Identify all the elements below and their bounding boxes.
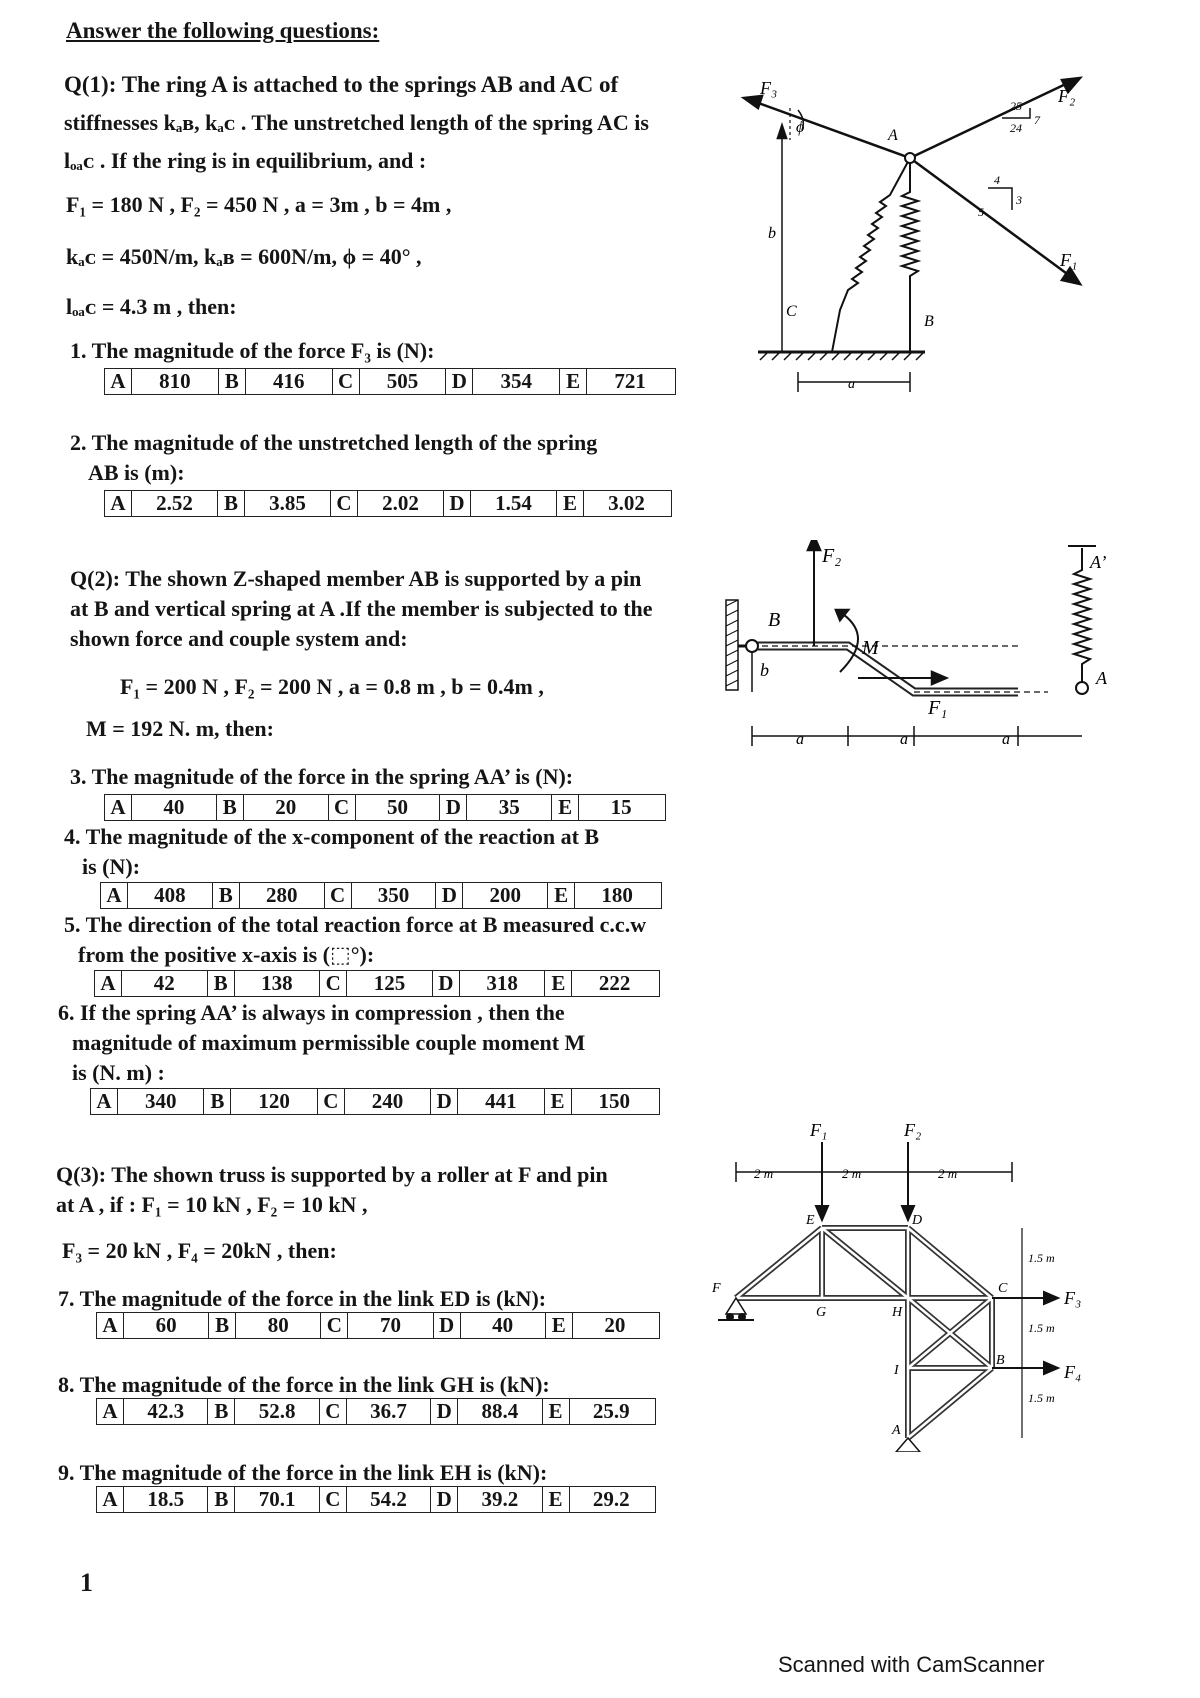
f2-label: F₂ — [904, 1120, 922, 1140]
option-value: 354 — [473, 369, 560, 394]
problem-6-line-1: 6. If the spring AA’ is always in compression , then the — [58, 1000, 565, 1025]
node-f: F — [712, 1281, 721, 1296]
option-value: 50 — [356, 795, 441, 820]
option-letter: D — [446, 369, 473, 394]
option-letter: D — [436, 883, 463, 908]
problem-5-line-1: 5. The direction of the total reaction force at B measured c.c.w — [64, 912, 647, 937]
option-letter: B — [208, 971, 235, 996]
problem-4-line-2: is (N): — [82, 854, 141, 879]
option-d — [431, 1399, 542, 1424]
problem-9-options — [96, 1486, 656, 1513]
dim-2m-c: 2 m — [938, 1166, 958, 1181]
option-e — [546, 1313, 658, 1338]
m-label: M — [862, 637, 879, 659]
a-dim-3: a — [1002, 731, 1010, 748]
figure-z-member — [718, 540, 1118, 800]
option-letter: B — [219, 369, 246, 394]
option-letter: C — [331, 491, 358, 516]
option-letter: B — [204, 1089, 231, 1114]
option-letter: A — [105, 795, 132, 820]
option-value: 200 — [463, 883, 548, 908]
f1-label: F₁ — [810, 1120, 828, 1140]
option-a — [105, 795, 217, 820]
dim-15-a: 1.5 m — [1028, 1251, 1055, 1265]
problem-5-line-2: from the positive x-axis is (⬚°): — [78, 942, 375, 967]
option-value: 15 — [610, 795, 632, 819]
option-value: 3.02 — [608, 491, 645, 515]
option-letter: D — [431, 1399, 458, 1424]
problem-3-options — [104, 794, 666, 821]
option-a — [105, 491, 218, 516]
option-c — [331, 491, 444, 516]
scanner-footer: Scanned with CamScanner — [778, 1652, 1045, 1677]
option-value: 505 — [360, 369, 447, 394]
option-c — [320, 1399, 431, 1424]
option-letter: D — [444, 491, 471, 516]
option-e — [545, 971, 658, 996]
q1-given-3: lₒₐᴄ = 4.3 m , then: — [66, 294, 237, 319]
option-value: 340 — [118, 1089, 204, 1114]
option-c — [325, 883, 437, 908]
option-value: 280 — [240, 883, 325, 908]
node-i: I — [894, 1363, 899, 1378]
problem-4-options — [100, 882, 662, 909]
f1-label: F₁ — [928, 697, 948, 719]
problem-3-text: 3. The magnitude of the force in the spring AA’ is (N): — [70, 764, 574, 789]
f3-line — [750, 100, 910, 158]
option-letter: B — [208, 1399, 235, 1424]
problem-4-line-1: 4. The magnitude of the x-component of the reaction at B — [64, 824, 600, 849]
option-value: 54.2 — [347, 1487, 431, 1512]
q1-given-2: kₐᴄ = 450N/m, kₐʙ = 600N/m, ϕ = 40° , — [66, 244, 422, 269]
problem-6-line-2: magnitude of maximum permissible couple moment M — [72, 1030, 586, 1055]
option-d — [434, 1313, 546, 1338]
q3-line-2: at A , if : F₁ = 10 kN , F₂ = 10 kN , — [56, 1192, 368, 1217]
option-value: 138 — [235, 971, 321, 996]
b-point-label: B — [924, 313, 934, 330]
problem-2-line-2: AB is (m): — [88, 460, 185, 485]
figure-ring-springs — [740, 70, 1090, 410]
option-letter: A — [97, 1313, 124, 1338]
option-value: 39.2 — [458, 1487, 542, 1512]
q2-line-3: shown force and couple system and: — [70, 626, 408, 651]
option-value: 42 — [122, 971, 208, 996]
option-value: 88.4 — [458, 1399, 542, 1424]
option-value: 222 — [598, 971, 631, 995]
option-letter: E — [546, 1313, 573, 1338]
dim-15-b: 1.5 m — [1028, 1321, 1055, 1335]
q2-given-1: F₁ = 200 N , F₂ = 200 N , a = 0.8 m , b = 0.4m , — [120, 674, 544, 699]
option-letter: B — [209, 1313, 236, 1338]
option-letter: A — [105, 491, 132, 516]
node-e: E — [806, 1213, 815, 1228]
option-value: 25.9 — [592, 1399, 630, 1423]
option-value: 1.54 — [471, 491, 557, 516]
num-7: 7 — [1034, 113, 1040, 127]
a-dim-1: a — [796, 731, 804, 748]
option-value: 120 — [231, 1089, 317, 1114]
option-value: 150 — [598, 1089, 630, 1113]
problem-5-options — [94, 970, 660, 997]
option-d — [431, 1089, 544, 1114]
option-letter: C — [325, 883, 352, 908]
f3-label: F₃ — [1064, 1288, 1082, 1308]
dim-15-c: 1.5 m — [1028, 1391, 1055, 1405]
spring-aa — [1074, 548, 1090, 684]
problem-1-text: 1. The magnitude of the force F₃ is (N): — [70, 338, 435, 363]
option-value: 35 — [467, 795, 552, 820]
option-letter: B — [208, 1487, 235, 1512]
option-d — [436, 883, 548, 908]
option-value: 20 — [244, 795, 329, 820]
option-b — [217, 795, 329, 820]
option-b — [204, 1089, 317, 1114]
option-letter: E — [543, 1399, 570, 1424]
option-d — [433, 971, 546, 996]
q1-line-3: lₒₐᴄ . If the ring is in equilibrium, and : — [64, 148, 427, 173]
node-c: C — [998, 1281, 1008, 1296]
node-h: H — [892, 1305, 903, 1320]
option-letter: A — [97, 1487, 124, 1512]
option-c — [321, 1313, 433, 1338]
option-letter: E — [543, 1487, 570, 1512]
f1-label: F₁ — [1060, 250, 1078, 270]
q1-given-1: F₁ = 180 N , F₂ = 450 N , a = 3m , b = 4m , — [66, 192, 452, 217]
q1-line-2: stiffnesses kₐʙ, kₐᴄ . The unstretched length of the spring AC is — [64, 110, 649, 135]
a-label: A — [1096, 668, 1107, 688]
option-value: 180 — [601, 883, 633, 907]
option-value: 240 — [345, 1089, 431, 1114]
option-a — [97, 1487, 208, 1512]
problem-6-options — [90, 1088, 660, 1115]
num-4: 4 — [994, 173, 1000, 187]
problem-8-options — [96, 1398, 656, 1425]
aprime-label: A’ — [1090, 552, 1107, 572]
option-letter: B — [217, 795, 244, 820]
page-number: 1 — [80, 1568, 93, 1597]
option-value: 20 — [604, 1313, 626, 1337]
f2-label: F₂ — [822, 545, 842, 567]
q2-line-2: at B and vertical spring at A .If the member is subjected to the — [70, 596, 653, 621]
option-value: 810 — [132, 369, 219, 394]
option-a — [95, 971, 208, 996]
option-e — [552, 795, 664, 820]
option-value: 80 — [236, 1313, 321, 1338]
figure-truss — [712, 1112, 1112, 1452]
a-dim-label: a — [848, 377, 855, 392]
b-dim-label: b — [760, 660, 769, 680]
node-a: A — [892, 1423, 901, 1438]
a-dim-2: a — [900, 731, 908, 748]
point-a — [1076, 682, 1088, 694]
problem-6-line-3: is (N. m) : — [72, 1060, 165, 1085]
option-c — [333, 369, 447, 394]
option-letter: E — [557, 491, 584, 516]
option-letter: C — [318, 1089, 345, 1114]
problem-2-options — [104, 490, 672, 517]
option-b — [209, 1313, 321, 1338]
option-d — [431, 1487, 542, 1512]
a-label: A — [888, 127, 898, 144]
option-a — [97, 1313, 209, 1338]
problem-8-text: 8. The magnitude of the force in the link GH is (kN): — [58, 1372, 550, 1397]
option-value: 416 — [246, 369, 333, 394]
problem-2-line-1: 2. The magnitude of the unstretched length of the spring — [70, 430, 598, 455]
num-24: 24 — [1010, 121, 1022, 135]
option-letter: C — [320, 1399, 347, 1424]
node-d: D — [912, 1213, 923, 1228]
option-value: 42.3 — [124, 1399, 208, 1424]
option-letter: E — [545, 971, 572, 996]
option-c — [320, 1487, 431, 1512]
option-letter: C — [321, 1313, 348, 1338]
option-letter: A — [91, 1089, 118, 1114]
option-letter: D — [431, 1487, 458, 1512]
option-value: 441 — [458, 1089, 544, 1114]
option-letter: C — [333, 369, 360, 394]
option-c — [329, 795, 441, 820]
option-letter: E — [552, 795, 579, 820]
option-value: 125 — [347, 971, 433, 996]
problem-7-options — [96, 1312, 660, 1339]
f2-label: F₂ — [1058, 86, 1076, 106]
node-g: G — [816, 1305, 827, 1320]
dim-2m-a: 2 m — [754, 1166, 774, 1181]
option-letter: D — [440, 795, 467, 820]
option-b — [219, 369, 333, 394]
option-e — [548, 883, 660, 908]
option-e — [557, 491, 670, 516]
option-b — [218, 491, 331, 516]
b-dim-label: b — [768, 225, 776, 242]
problem-9-text: 9. The magnitude of the force in the link EH is (kN): — [58, 1460, 548, 1485]
option-b — [213, 883, 325, 908]
option-value: 40 — [132, 795, 217, 820]
option-b — [208, 1399, 319, 1424]
option-value: 18.5 — [124, 1487, 208, 1512]
f3-label: F₃ — [760, 78, 778, 98]
f4-label: F₄ — [1064, 1362, 1082, 1382]
q1-line-1: Q(1): The ring A is attached to the springs AB and AC of — [64, 72, 619, 97]
problem-7-text: 7. The magnitude of the force in the link ED is (kN): — [58, 1286, 547, 1311]
spring-ac — [832, 158, 910, 352]
q2-line-1: Q(2): The shown Z-shaped member AB is supported by a pin — [70, 566, 642, 591]
option-letter: A — [95, 971, 122, 996]
option-letter: E — [548, 883, 575, 908]
option-a — [97, 1399, 208, 1424]
option-letter: D — [434, 1313, 461, 1338]
option-value: 40 — [461, 1313, 546, 1338]
option-value: 3.85 — [245, 491, 331, 516]
option-a — [91, 1089, 204, 1114]
option-letter: A — [105, 369, 132, 394]
option-c — [318, 1089, 431, 1114]
option-value: 36.7 — [347, 1399, 431, 1424]
option-letter: D — [431, 1089, 458, 1114]
option-d — [440, 795, 552, 820]
phi-label: ϕ — [796, 119, 805, 136]
page-heading: Answer the following questions: — [66, 18, 380, 43]
option-value: 70 — [348, 1313, 433, 1338]
option-e — [543, 1399, 654, 1424]
option-value: 2.02 — [358, 491, 444, 516]
spring-ab — [902, 158, 918, 352]
option-d — [446, 369, 560, 394]
option-letter: E — [545, 1089, 572, 1114]
option-letter: C — [320, 1487, 347, 1512]
option-letter: B — [213, 883, 240, 908]
option-value: 29.2 — [592, 1487, 630, 1511]
option-d — [444, 491, 557, 516]
c-point-label: C — [786, 303, 797, 320]
pin-b — [746, 640, 758, 652]
q3-given: F₃ = 20 kN , F₄ = 20kN , then: — [62, 1238, 337, 1263]
option-b — [208, 971, 321, 996]
option-b — [208, 1487, 319, 1512]
option-letter: A — [97, 1399, 124, 1424]
option-letter: D — [433, 971, 460, 996]
option-e — [545, 1089, 658, 1114]
q2-given-2: M = 192 N. m, then: — [86, 716, 274, 741]
option-e — [560, 369, 674, 394]
node-b: B — [996, 1353, 1005, 1368]
option-letter: B — [218, 491, 245, 516]
ring-a — [905, 153, 915, 163]
b-label: B — [768, 609, 781, 631]
num-25: 25 — [1010, 99, 1022, 113]
option-letter: A — [101, 883, 128, 908]
option-e — [543, 1487, 654, 1512]
option-a — [101, 883, 213, 908]
option-value: 318 — [460, 971, 546, 996]
problem-1-options — [104, 368, 676, 395]
option-c — [320, 971, 433, 996]
dim-2m-b: 2 m — [842, 1166, 862, 1181]
num-3: 3 — [1016, 193, 1022, 207]
num-5: 5 — [978, 205, 984, 219]
option-letter: E — [560, 369, 587, 394]
option-letter: C — [320, 971, 347, 996]
option-value: 60 — [124, 1313, 209, 1338]
option-value: 2.52 — [132, 491, 218, 516]
option-letter: C — [329, 795, 356, 820]
option-value: 350 — [352, 883, 437, 908]
option-value: 70.1 — [235, 1487, 319, 1512]
option-value: 52.8 — [235, 1399, 319, 1424]
option-value: 721 — [614, 369, 646, 393]
q3-line-1: Q(3): The shown truss is supported by a roller at F and pin — [56, 1162, 608, 1187]
option-a — [105, 369, 219, 394]
option-value: 408 — [128, 883, 213, 908]
